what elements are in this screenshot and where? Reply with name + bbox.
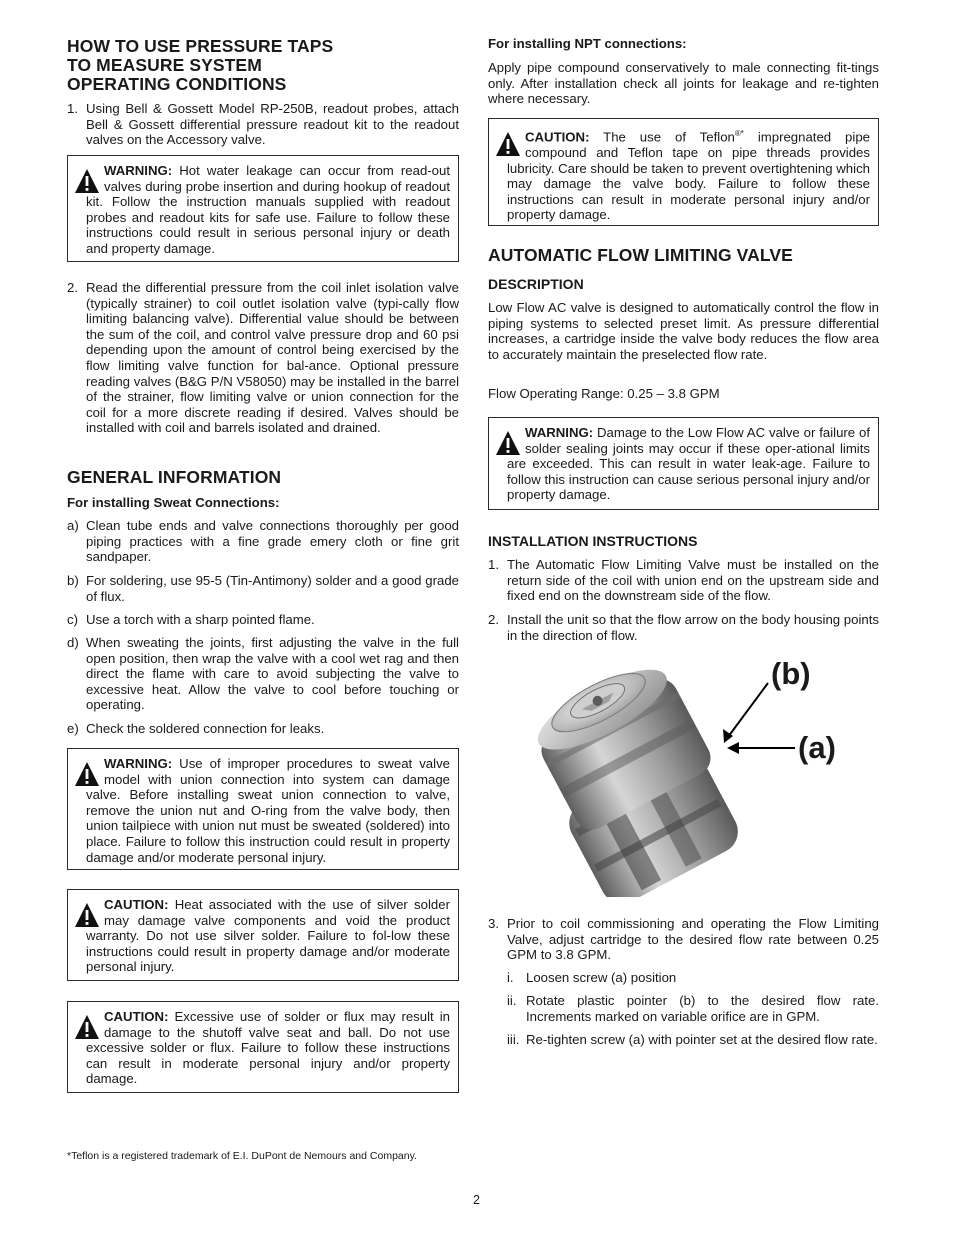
warning-triangle-icon xyxy=(74,902,100,928)
install-step-2: 2. Install the unit so that the flow arrow on the body housing points in the direction of flow. xyxy=(488,612,879,643)
warning-triangle-icon xyxy=(495,430,521,456)
valve-cartridge-illustration xyxy=(533,655,833,897)
caution-text: Heat associated with the use of silver solder may damage valve components and void the product warranty. Do not use silver solder. Failure to fol-low these instructions could result in property damage and/or moderate personal injury. xyxy=(86,897,450,975)
warning-box-readout xyxy=(67,155,459,262)
section-title-automatic-flow-limiting-valve: AUTOMATIC FLOW LIMITING VALVE xyxy=(488,245,793,265)
installation-instructions-title: INSTALLATION INSTRUCTIONS xyxy=(488,533,698,549)
sweat-item-d: d) When sweating the joints, first adjusting the valve in the full open position, then wrap the valve with a cool wet rag and then direct the flame with care to avoid subjecting the valve to excessive heat. Allow the valve to cool before touching or operating. xyxy=(67,635,459,713)
sweat-item-a: a) Clean tube ends and valve connections thoroughly per good piping practices with a fine grade emery cloth or fine grit sandpaper. xyxy=(67,518,459,565)
section-title-pressure-taps: HOW TO USE PRESSURE TAPS TO MEASURE SYSTEM OPERATING CONDITIONS xyxy=(67,36,334,94)
substep-ii: ii. Rotate plastic pointer (b) to the desired flow rate. Increments marked on variable orifice are in GPM. xyxy=(507,993,879,1024)
warning-text: Hot water leakage can occur from read-out valves during probe insertion and during hookup of readout kit. Follow the instruction manuals supplied with readout probes and readout kits for safe use. Failure to follow these instructions could result in serious personal injury or death and property damage. xyxy=(86,163,451,256)
caution-text-end: impregnated pipe compound and Teflon tape on pipe threads provides lubricity. Care should be taken to prevent overtightening which may damage the valve body. Failure to follow these instructions can result in moderate personal injury and/or property damage. xyxy=(507,129,870,223)
description-paragraph: Low Flow AC valve is designed to automatically control the flow in piping systems to selected preset limit. As pressure differential increases, a cartridge inside the valve body reduces the flow area to accurately maintain the preselected flow rate. xyxy=(488,300,879,362)
warning-box-sweat-union xyxy=(67,748,459,870)
warning-label: WARNING: xyxy=(525,425,594,440)
figure-label-b: (b) xyxy=(771,656,811,691)
npt-subtitle: For installing NPT connections: xyxy=(488,36,687,51)
npt-paragraph: Apply pipe compound conservatively to male connecting fit-tings only. After installation check all joints for leakage and re-tighten where necessary. xyxy=(488,60,879,107)
warning-text: Damage to the Low Flow AC valve or failure of solder sealing joints may occur if these oper-ational limits are exceeded. This can result in water leak-age. Failure to follow this instruction can cause serious personal injury and/or property damage. xyxy=(507,425,870,503)
warning-triangle-icon xyxy=(74,168,100,194)
install-step-1: 1. The Automatic Flow Limiting Valve must be installed on the return side of the coil with union end on the upstream side and fixed end on the downstream side of the flow. xyxy=(488,557,879,604)
substep-i: i. Loosen screw (a) position xyxy=(507,970,677,985)
warning-triangle-icon xyxy=(74,761,100,787)
caution-text-start: The use of Teflon xyxy=(603,129,735,145)
description-title: DESCRIPTION xyxy=(488,276,584,292)
caution-box-silver-solder xyxy=(67,889,459,981)
warning-triangle-icon xyxy=(495,131,521,157)
warning-label: WARNING: xyxy=(104,163,173,178)
sweat-item-c: c) Use a torch with a sharp pointed flame. xyxy=(67,612,315,627)
warning-triangle-icon xyxy=(74,1014,100,1040)
warning-text: Use of improper procedures to sweat valve model with union connection into system can damage valve. Before installing sweat union connection to valve, remove the union nut and O-ring from the valve body, then union tailpiece with union nut must be sweated (soldered) into place. Failure to follow this instruction could result in property damage and/or moderate personal injury. xyxy=(86,756,450,865)
caution-label: CAUTION: xyxy=(525,129,590,145)
flow-operating-range: Flow Operating Range: 0.25 – 3.8 GPM xyxy=(488,386,720,401)
figure-label-a: (a) xyxy=(798,730,836,765)
step-2: 2. Read the differential pressure from the coil inlet isolation valve (typically strainer) to coil outlet isolation valve (typi-cally flow limiting balancing valve). Differential value should be between the sum of the coil, and control valve pressure drop and 60 psi depending upon the amount of control being exercised by the flow limiting valve function for bal-ance. Optional pressure reading valves (B&G P/N V58050) may be installed in the barrel of the strainer, flow limiting valve or union connection for the coil for a more discrete reading if desired. Valves should be installed with coil and barrels isolated and drained. xyxy=(67,280,459,436)
page-number: 2 xyxy=(473,1193,480,1207)
caution-text: Excessive use of solder or flux may result in damage to the shutoff valve seat and ball. Do not use excessive solder or flux. Failure to follow these instructions can result in moderate personal injury and/or property damage. xyxy=(86,1009,450,1087)
sweat-item-b: b) For soldering, use 95-5 (Tin-Antimony) solder and a good grade of flux. xyxy=(67,573,459,604)
section-title-general-information: GENERAL INFORMATION xyxy=(67,467,282,487)
sweat-item-e: e) Check the soldered connection for leaks. xyxy=(67,721,325,736)
caution-box-excess-solder xyxy=(67,1001,459,1093)
caution-box-teflon xyxy=(488,118,879,226)
footnote: *Teflon is a registered trademark of E.I. DuPont de Nemours and Company. xyxy=(67,1150,417,1162)
warning-label: WARNING: xyxy=(104,756,173,771)
warning-box-low-flow xyxy=(488,417,879,510)
caution-label: CAUTION: xyxy=(104,897,169,912)
step-1: 1. Using Bell & Gossett Model RP-250B, readout probes, attach Bell & Gossett differential pressure readout kit to the readout valves on the Accessory valve. xyxy=(67,101,459,148)
install-step-3: 3. Prior to coil commissioning and operating the Flow Limiting Valve, adjust cartridge to the desired flow rate between 0.25 GPM to 3.8 GPM. xyxy=(488,916,879,963)
sweat-connections-subtitle: For installing Sweat Connections: xyxy=(67,495,280,510)
trademark-mark: ®* xyxy=(734,129,744,138)
caution-label: CAUTION: xyxy=(104,1009,169,1024)
valve-cartridge-figure xyxy=(533,655,833,897)
substep-iii: iii. Re-tighten screw (a) with pointer set at the desired flow rate. xyxy=(507,1032,878,1047)
